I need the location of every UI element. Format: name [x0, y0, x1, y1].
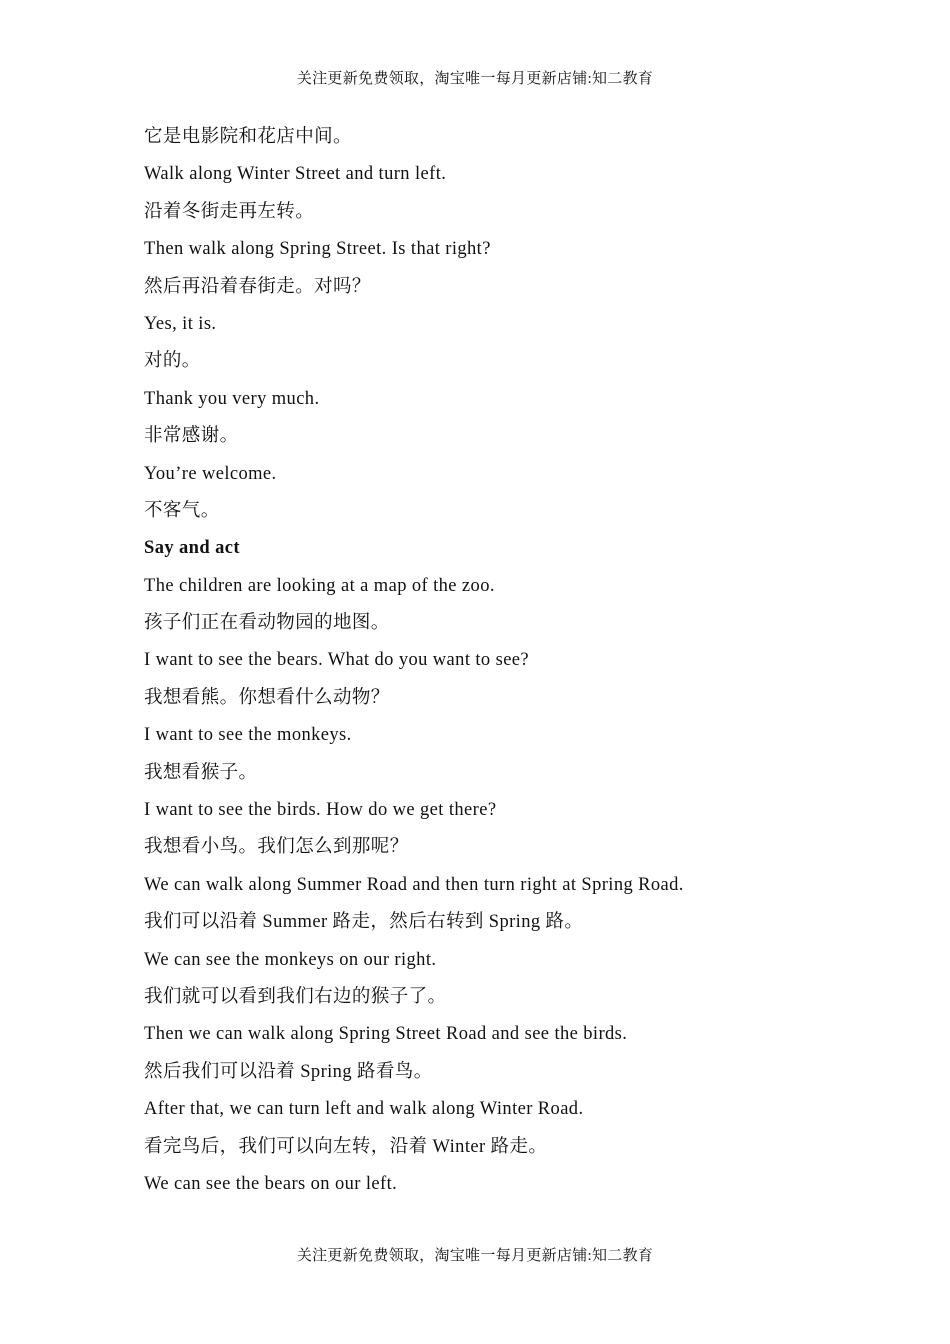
text-line: I want to see the monkeys.: [144, 725, 352, 746]
text-line: Walk along Winter Street and turn left.: [144, 164, 447, 185]
text-line: 非常感谢。: [144, 426, 239, 447]
text-line: 然后我们可以沿着 Spring 路看鸟。: [144, 1061, 433, 1082]
page-footer: 关注更新免费领取，淘宝唯一每月更新店铺:知二教育: [296, 1248, 654, 1264]
text-line: Thank you very much.: [144, 388, 320, 409]
text-line: 它是电影院和花店中间。: [144, 127, 352, 147]
text-line: 我们可以沿着 Summer 路走，然后右转到 Spring 路。: [144, 912, 584, 933]
document-body: [144, 125, 864, 1209]
text-line: I want to see the birds. How do we get there?: [144, 800, 497, 821]
text-line: We can see the monkeys on our right.: [144, 949, 437, 970]
text-line: After that, we can turn left and walk along Winter Road.: [144, 1099, 584, 1120]
text-line: 沿着冬街走再左转。: [144, 201, 315, 222]
text-line: 对的。: [144, 351, 201, 372]
text-line: Yes, it is.: [144, 313, 217, 334]
text-line: 看完鸟后，我们可以向左转，沿着 Winter 路走。: [144, 1136, 548, 1157]
text-line: 孩子们正在看动物园的地图。: [144, 613, 390, 634]
text-line: You’re welcome.: [144, 463, 277, 484]
page-header: 关注更新免费领取，淘宝唯一每月更新店铺:知二教育: [296, 71, 654, 87]
text-line: 我们就可以看到我们右边的猴子了。: [144, 986, 447, 1007]
text-line: 我想看猴子。: [144, 762, 258, 783]
text-line: We can see the bears on our left.: [144, 1173, 398, 1194]
text-line: Then we can walk along Spring Street Road and see the birds.: [144, 1024, 628, 1045]
text-line: 然后再沿着春街走。对吗？: [144, 276, 371, 297]
text-line: 我想看小鸟。我们怎么到那呢？: [144, 837, 409, 858]
text-line: I want to see the bears. What do you want to see?: [144, 650, 530, 671]
text-line: 不客气。: [144, 500, 220, 521]
text-line: The children are looking at a map of the zoo.: [144, 575, 495, 596]
text-line: We can walk along Summer Road and then turn right at Spring Road.: [144, 874, 684, 895]
text-line: Then walk along Spring Street. Is that right?: [144, 239, 491, 260]
section-heading: Say and act: [144, 538, 240, 559]
text-line: 我想看熊。你想看什么动物？: [144, 687, 390, 708]
